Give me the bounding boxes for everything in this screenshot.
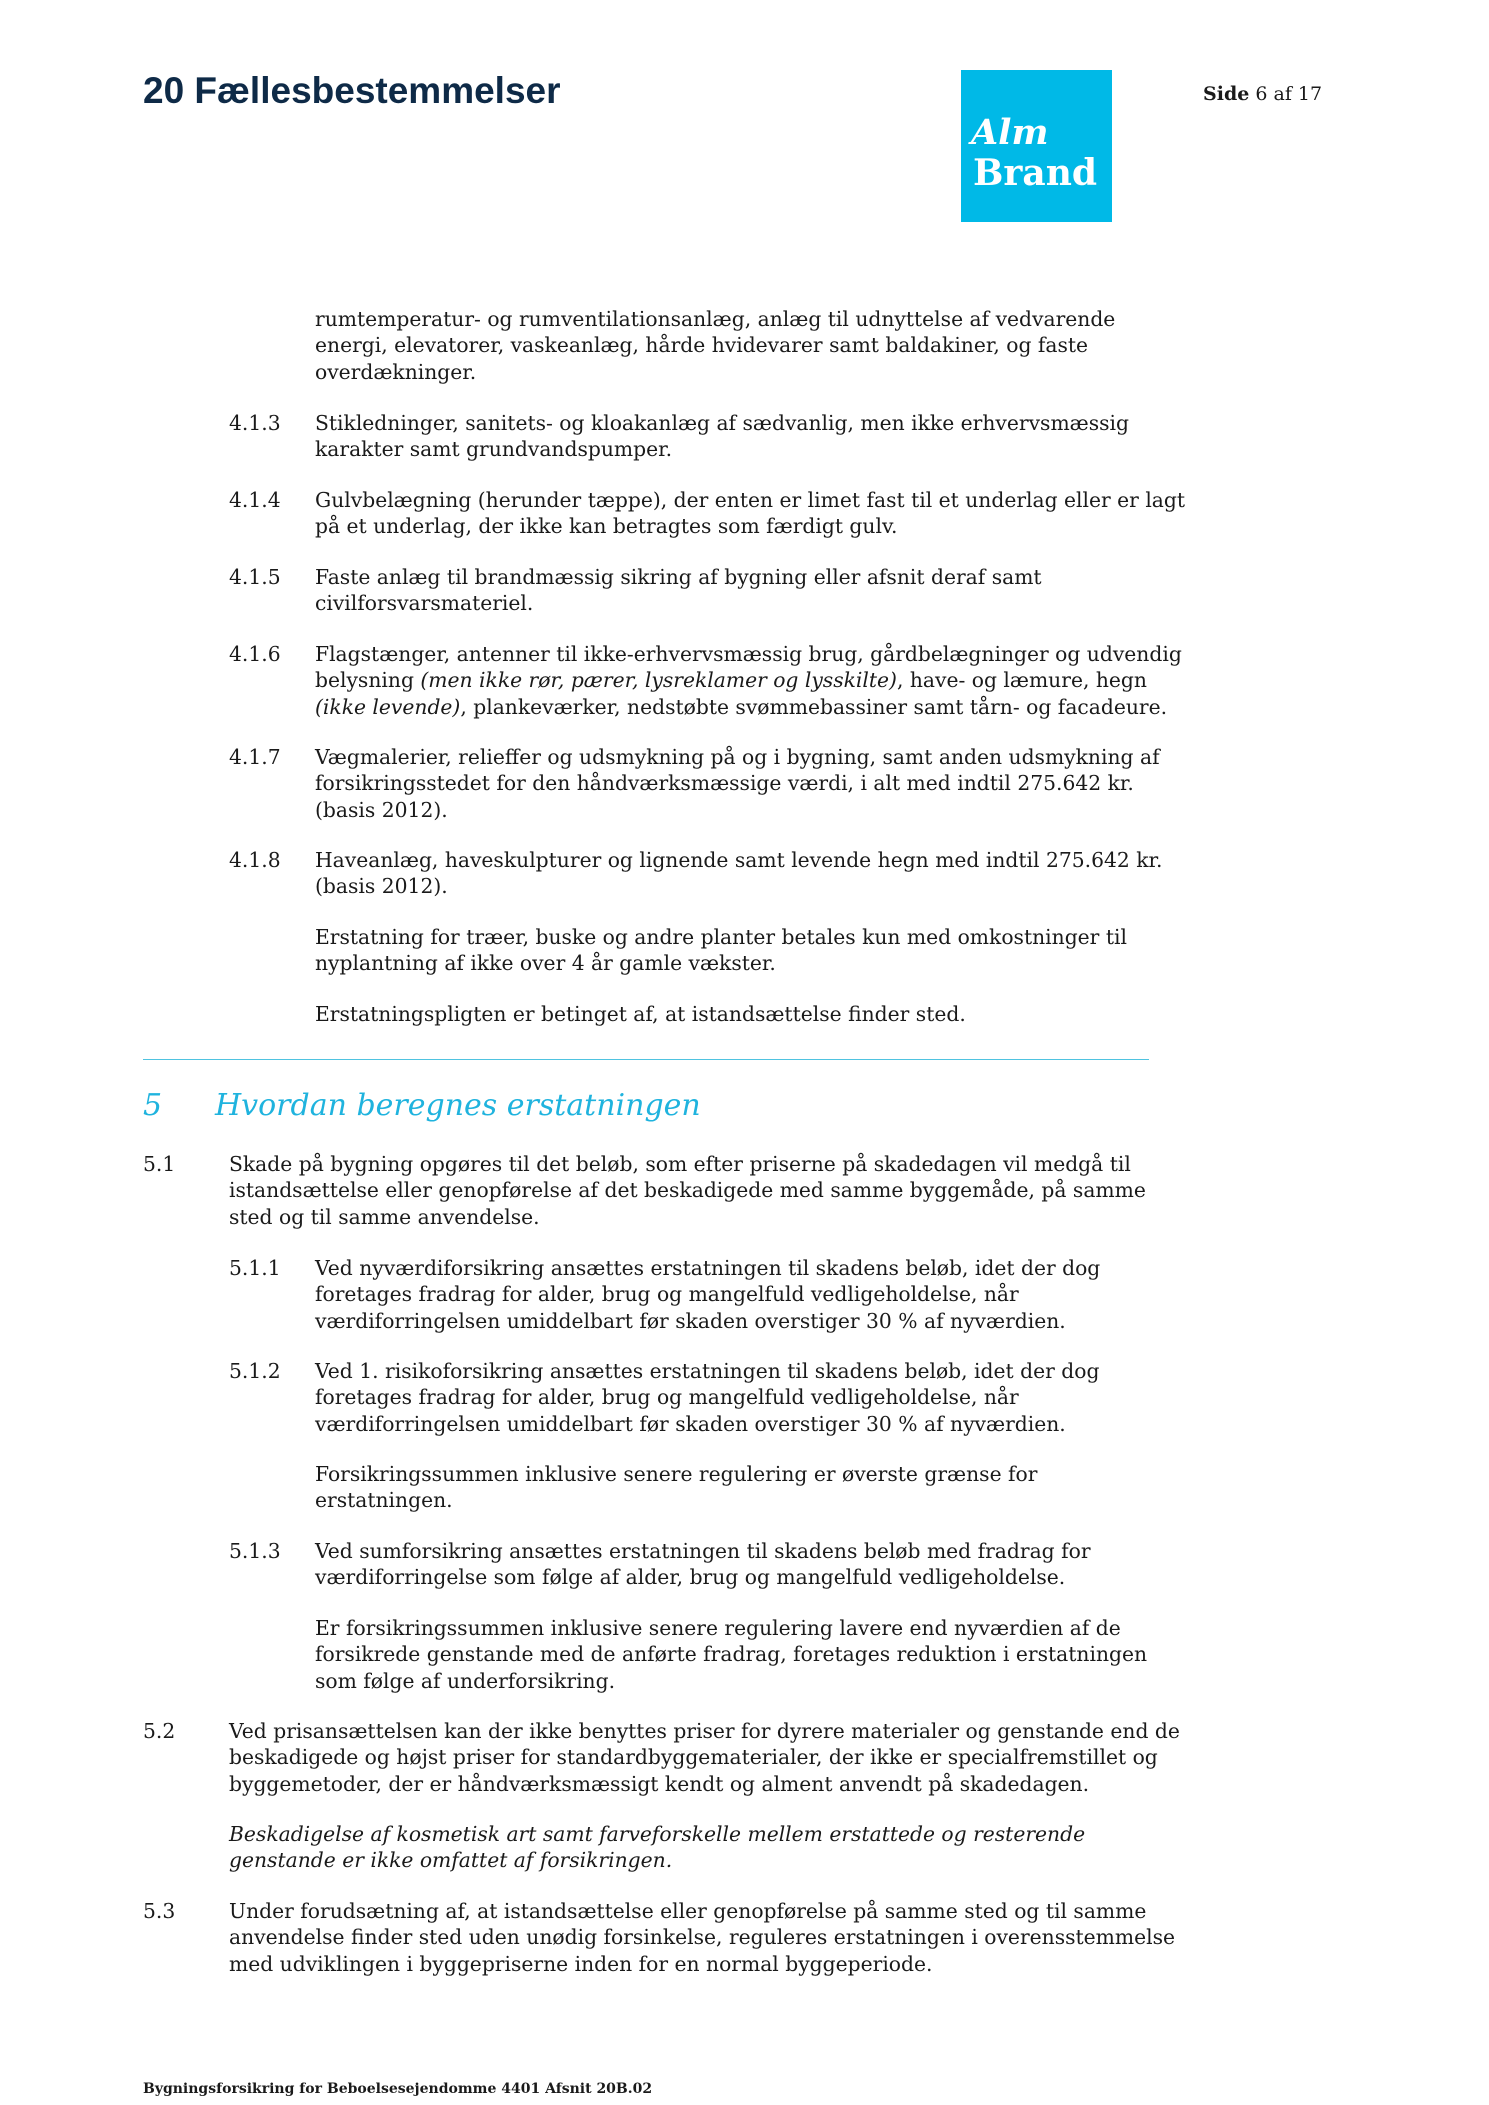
clause-number: 4.1.3: [229, 411, 281, 435]
page-number: [1203, 83, 1322, 105]
clause-4-1-8: [315, 847, 1162, 900]
clause-number: 5.1.2: [229, 1359, 281, 1383]
text-line: Beskadigelse af kosmetisk art samt farveforskelle mellem erstattede og resterende: [229, 1822, 1086, 1846]
clause-5-3: [229, 1898, 1175, 1977]
text-run: , have- og læmure, hegn: [896, 668, 1147, 693]
clause-4-1-5: [315, 564, 1042, 617]
text-line: energi, elevatorer, vaskeanlæg, hårde hvidevarer samt baldakiner, og faste: [315, 333, 1089, 358]
text-line: forsikrede genstande med de anførte fradrag, foretages reduktion i erstatningen: [315, 1642, 1148, 1667]
text-line: overdækninger.: [315, 359, 477, 384]
clause-4-1-3: [315, 410, 1129, 463]
italic-text-run: (ikke levende): [315, 694, 461, 719]
page-count: 6 af 17: [1255, 83, 1323, 105]
document-title: 20 Fællesbestemmelser: [143, 70, 561, 111]
text-line: foretages fradrag for alder, brug og mangelfuld vedligeholdelse, når: [315, 1282, 1019, 1307]
text-line: rumtemperatur- og rumventilationsanlæg, anlæg til udnyttelse af vedvarende: [315, 307, 1116, 331]
text-line: Erstatningspligten er betinget af, at istandsættelse finder sted.: [315, 1002, 966, 1026]
text-line: anvendelse finder sted uden unødig forsinkelse, reguleres erstatningen i overensstemmelse: [229, 1925, 1176, 1950]
clause-5-1-3-paragraph: [315, 1615, 1147, 1694]
text-line: karakter samt grundvandspumper.: [315, 437, 673, 462]
clause-4-1-8-paragraph: [315, 924, 1127, 977]
text-line: Erstatning for træer, buske og andre planter betales kun med omkostninger til: [315, 925, 1127, 949]
text-line: nyplantning af ikke over 4 år gamle vækster.: [315, 951, 776, 976]
text-line: Ved sumforsikring ansættes erstatningen til skadens beløb med fradrag for: [315, 1539, 1091, 1563]
clause-number: 4.1.6: [229, 642, 281, 666]
clause-5-2: [229, 1718, 1180, 1797]
continuation-paragraph: [315, 306, 1115, 385]
text-line: Haveanlæg, haveskulpturer og lignende samt levende hegn med indtil 275.642 kr.: [315, 848, 1163, 872]
text-line: Ved nyværdiforsikring ansættes erstatningen til skadens beløb, idet der dog: [315, 1256, 1101, 1280]
text-line: værdiforringelse som følge af alder, brug og mangelfuld vedligeholdelse.: [315, 1565, 1066, 1590]
text-line: Flagstænger, antenner til ikke-erhvervsmæssig brug, gårdbelægninger og udvendig: [315, 642, 1182, 666]
clause-5-1-2-paragraph: [315, 1461, 1037, 1514]
clause-5-1-1: [315, 1255, 1100, 1334]
section-heading: Hvordan beregnes erstatningen: [215, 1088, 701, 1123]
clause-4-1-7: [315, 744, 1160, 823]
text-line: Faste anlæg til brandmæssig sikring af bygning eller afsnit deraf samt: [315, 565, 1042, 589]
text-line: [315, 694, 1182, 720]
text-run: belysning: [315, 668, 421, 693]
text-line: Under forudsætning af, at istandsættelse eller genopførelse på samme sted og til samme: [229, 1899, 1147, 1923]
text-line: civilforsvarsmateriel.: [315, 591, 534, 616]
text-line: sted og til samme anvendelse.: [229, 1204, 540, 1229]
clause-number: 5.1: [143, 1152, 176, 1176]
text-line: Skade på bygning opgøres til det beløb, som efter priserne på skadedagen vil medgå til: [229, 1152, 1131, 1176]
text-line: værdiforringelsen umiddelbart før skaden overstiger 30 % af nyværdien.: [315, 1411, 1066, 1436]
text-run: , plankeværker, nedstøbte svømmebassiner samt tårn- og facadeure.: [460, 694, 1168, 719]
clause-4-1-6: [315, 641, 1182, 720]
text-line: beskadigede og højst priser for standardbyggematerialer, der ikke er specialfremstillet og: [229, 1745, 1158, 1770]
section-divider: [143, 1059, 1149, 1060]
text-line: Er forsikringssummen inklusive senere regulering lavere end nyværdien af de: [315, 1616, 1121, 1640]
clause-number: 4.1.4: [229, 488, 281, 512]
text-line: genstande er ikke omfattet af forsikringen.: [229, 1848, 673, 1873]
text-line: foretages fradrag for alder, brug og mangelfuld vedligeholdelse, når: [315, 1385, 1019, 1410]
text-line: Vægmalerier, relieffer og udsmykning på og i bygning, samt anden udsmykning af: [315, 745, 1160, 769]
clause-number: 4.1.5: [229, 565, 281, 589]
logo-line-1: Alm: [971, 112, 1049, 153]
text-line: (basis 2012).: [315, 874, 448, 899]
text-line: Ved prisansættelsen kan der ikke benyttes priser for dyrere materialer og genstande end de: [229, 1719, 1180, 1743]
clause-number: 5.1.1: [229, 1256, 281, 1280]
text-line: forsikringsstedet for den håndværksmæssige værdi, i alt med indtil 275.642 kr.: [315, 771, 1134, 796]
text-line: byggemetoder, der er håndværksmæssigt kendt og alment anvendt på skadedagen.: [229, 1771, 1090, 1796]
logo-line-2: Brand: [973, 152, 1098, 194]
text-line: Stikledninger, sanitets- og kloakanlæg af sædvanlig, men ikke erhvervsmæssig: [315, 411, 1130, 435]
clause-5-2-italic-note: [229, 1821, 1085, 1874]
clause-number: 4.1.8: [229, 848, 281, 872]
text-line: værdiforringelsen umiddelbart før skaden overstiger 30 % af nyværdien.: [315, 1308, 1066, 1333]
text-line: på et underlag, der ikke kan betragtes som færdigt gulv.: [315, 514, 898, 539]
text-line: Forsikringssummen inklusive senere regulering er øverste grænse for: [315, 1462, 1038, 1486]
alm-brand-logo: [961, 70, 1112, 222]
clause-4-1-8-paragraph: [315, 1001, 966, 1027]
clause-4-1-4: [315, 487, 1185, 540]
text-line: [315, 667, 1182, 693]
text-line: som følge af underforsikring.: [315, 1668, 616, 1693]
text-line: Gulvbelægning (herunder tæppe), der enten er limet fast til et underlag eller er lagt: [315, 488, 1186, 512]
text-line: erstatningen.: [315, 1488, 453, 1513]
clause-5-1-3: [315, 1538, 1091, 1591]
text-line: med udviklingen i byggepriserne inden for en normal byggeperiode.: [229, 1951, 933, 1976]
italic-text-run: (men ikke rør, pærer, lysreklamer og lysskilte): [420, 668, 897, 693]
text-line: istandsættelse eller genopførelse af det beskadigede med samme byggemåde, på samme: [229, 1178, 1146, 1203]
page-footer: Bygningsforsikring for Beboelsesejendomme 4401 Afsnit 20B.02: [143, 2081, 653, 2097]
text-line: (basis 2012).: [315, 797, 448, 822]
page-label: Side: [1203, 83, 1250, 105]
text-line: Ved 1. risikoforsikring ansættes erstatningen til skadens beløb, idet der dog: [315, 1359, 1100, 1383]
clause-number: 4.1.7: [229, 745, 281, 769]
clause-5-1-2: [315, 1358, 1099, 1437]
section-number: 5: [143, 1088, 163, 1123]
clause-number: 5.3: [143, 1899, 176, 1923]
clause-number: 5.1.3: [229, 1539, 281, 1563]
clause-number: 5.2: [143, 1719, 176, 1743]
clause-5-1: [229, 1151, 1146, 1230]
